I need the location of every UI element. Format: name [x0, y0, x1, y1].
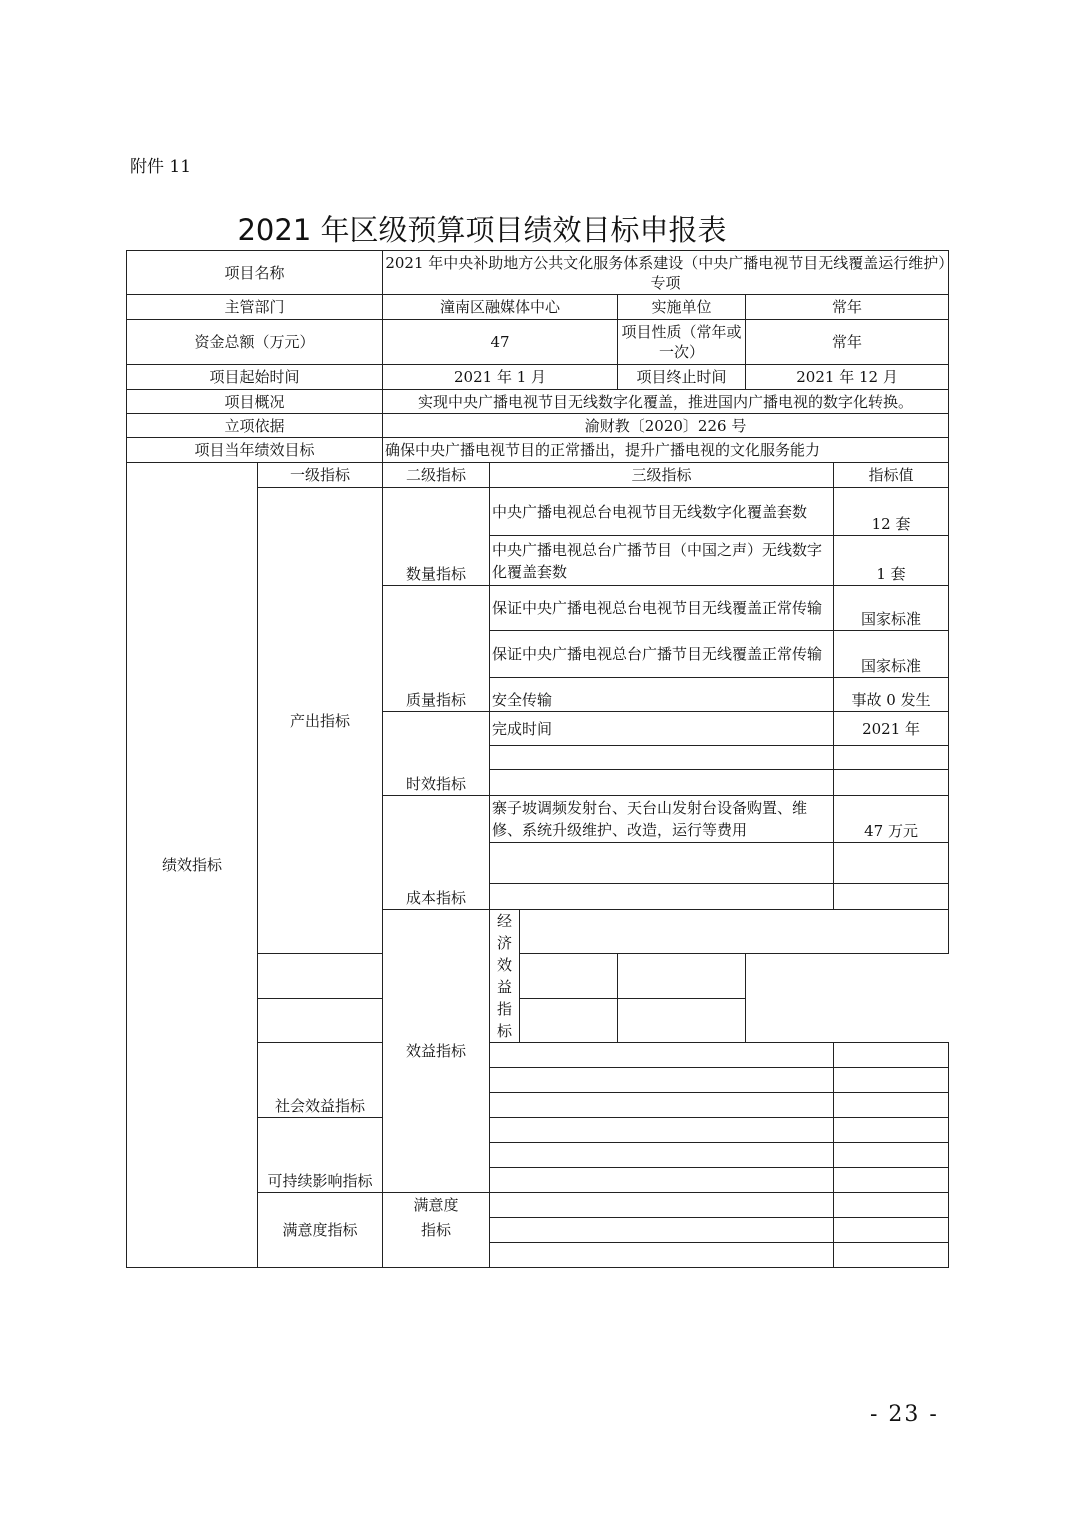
empty-cell: [834, 884, 949, 910]
benefit-indicator: 效益指标: [383, 910, 490, 1193]
overview-label: 项目概况: [127, 390, 383, 414]
c1-text: 寨子坡调频发射台、天台山发射台设备购置、维修、系统升级维护、改造，运行等费用: [490, 796, 834, 843]
empty-cell: [834, 1068, 949, 1093]
empty-cell: [490, 1093, 834, 1118]
start-value: 2021 年 1 月: [383, 365, 618, 390]
empty-cell: [834, 770, 949, 796]
funds-label: 资金总额（万元）: [127, 320, 383, 365]
sustainable-impact-indicator: 可持续影响指标: [258, 1118, 383, 1193]
empty-cell: [834, 1093, 949, 1118]
empty-cell: [834, 1218, 949, 1243]
basis-value: 渝财教〔2020〕226 号: [383, 414, 949, 438]
t1-value: 2021 年: [834, 712, 949, 746]
cost-indicator: 成本指标: [383, 796, 490, 910]
col-header-l2: 二级指标: [383, 463, 490, 488]
impl-value: 常年: [746, 295, 949, 320]
empty-cell: [834, 1193, 949, 1218]
social-benefit-indicator: 社会效益指标: [258, 1043, 383, 1118]
goal-value: 确保中央广播电视节目的正常播出，提升广播电视的文化服务能力: [383, 438, 949, 463]
empty-cell: [834, 1043, 949, 1068]
q2-value: 1 套: [834, 536, 949, 586]
empty-cell: [490, 1243, 834, 1268]
empty-cell: [520, 910, 949, 954]
satisfaction-l2-line2: 指标: [383, 1218, 490, 1243]
overview-value: 实现中央广播电视节目无线数字化覆盖，推进国内广播电视的数字化转换。: [383, 390, 949, 414]
col-header-l3: 三级指标: [490, 463, 834, 488]
t1-text: 完成时间: [490, 712, 834, 746]
quality-indicator: 质量指标: [383, 586, 490, 712]
ql2-text: 保证中央广播电视总台广播节目无线覆盖正常传输: [490, 631, 834, 678]
dept-label: 主管部门: [127, 295, 383, 320]
timeliness-indicator: 时效指标: [383, 712, 490, 796]
empty-cell: [834, 1243, 949, 1268]
page-number: - 23 -: [870, 1402, 939, 1427]
empty-cell: [490, 1218, 834, 1243]
q2-text: 中央广播电视总台广播节目（中国之声）无线数字化覆盖套数: [490, 536, 834, 586]
empty-cell: [490, 770, 834, 796]
output-indicator: 产出指标: [258, 488, 383, 954]
empty-cell: [383, 1243, 490, 1268]
ql1-text: 保证中央广播电视总台电视节目无线覆盖正常传输: [490, 586, 834, 631]
empty-cell: [618, 954, 746, 998]
empty-cell: [834, 843, 949, 884]
dept-value: 潼南区融媒体中心: [383, 295, 618, 320]
nature-value: 常年: [746, 320, 949, 365]
satisfaction-l2-line1: 满意度: [383, 1193, 490, 1218]
empty-cell: [490, 1143, 834, 1168]
empty-cell: [490, 746, 834, 770]
nature-label: 项目性质（常年或一次）: [618, 320, 746, 365]
end-value: 2021 年 12 月: [746, 365, 949, 390]
empty-cell: [834, 746, 949, 770]
ql3-text: 安全传输: [490, 678, 834, 712]
empty-cell: [490, 1168, 834, 1193]
empty-cell: [490, 884, 834, 910]
attachment-label: 附件 11: [130, 157, 192, 177]
c1-value: 47 万元: [834, 796, 949, 843]
economic-benefit-indicator: 经济效益指标: [490, 910, 520, 1043]
perf-indicator-label: 绩效指标: [127, 463, 258, 1268]
empty-cell: [834, 1168, 949, 1193]
project-name-value: 2021 年中央补助地方公共文化服务体系建设（中央广播电视节目无线覆盖运行维护）专项: [383, 251, 949, 295]
q1-value: 12 套: [834, 488, 949, 536]
empty-cell: [490, 1118, 834, 1143]
funds-value: 47: [383, 320, 618, 365]
empty-cell: [834, 1143, 949, 1168]
empty-cell: [258, 954, 618, 998]
satisfaction-indicator: 满意度指标: [258, 1193, 383, 1268]
quantity-indicator: 数量指标: [383, 488, 490, 586]
page-title: 2021 年区级预算项目绩效目标申报表: [237, 213, 727, 247]
empty-cell: [490, 1193, 834, 1218]
q1-text: 中央广播电视总台电视节目无线数字化覆盖套数: [490, 488, 834, 536]
goal-label: 项目当年绩效目标: [127, 438, 383, 463]
empty-cell: [490, 1043, 834, 1068]
start-label: 项目起始时间: [127, 365, 383, 390]
col-header-value: 指标值: [834, 463, 949, 488]
project-name-label: 项目名称: [127, 251, 383, 295]
ql3-value: 事故 0 发生: [834, 678, 949, 712]
ql2-value: 国家标准: [834, 631, 949, 678]
impl-label: 实施单位: [618, 295, 746, 320]
empty-cell: [258, 998, 618, 1042]
performance-form-table: [126, 250, 949, 1268]
empty-cell: [490, 843, 834, 884]
empty-cell: [834, 1118, 949, 1143]
empty-cell: [490, 1068, 834, 1093]
col-header-l1: 一级指标: [258, 463, 383, 488]
ql1-value: 国家标准: [834, 586, 949, 631]
basis-label: 立项依据: [127, 414, 383, 438]
end-label: 项目终止时间: [618, 365, 746, 390]
empty-cell: [618, 998, 746, 1042]
